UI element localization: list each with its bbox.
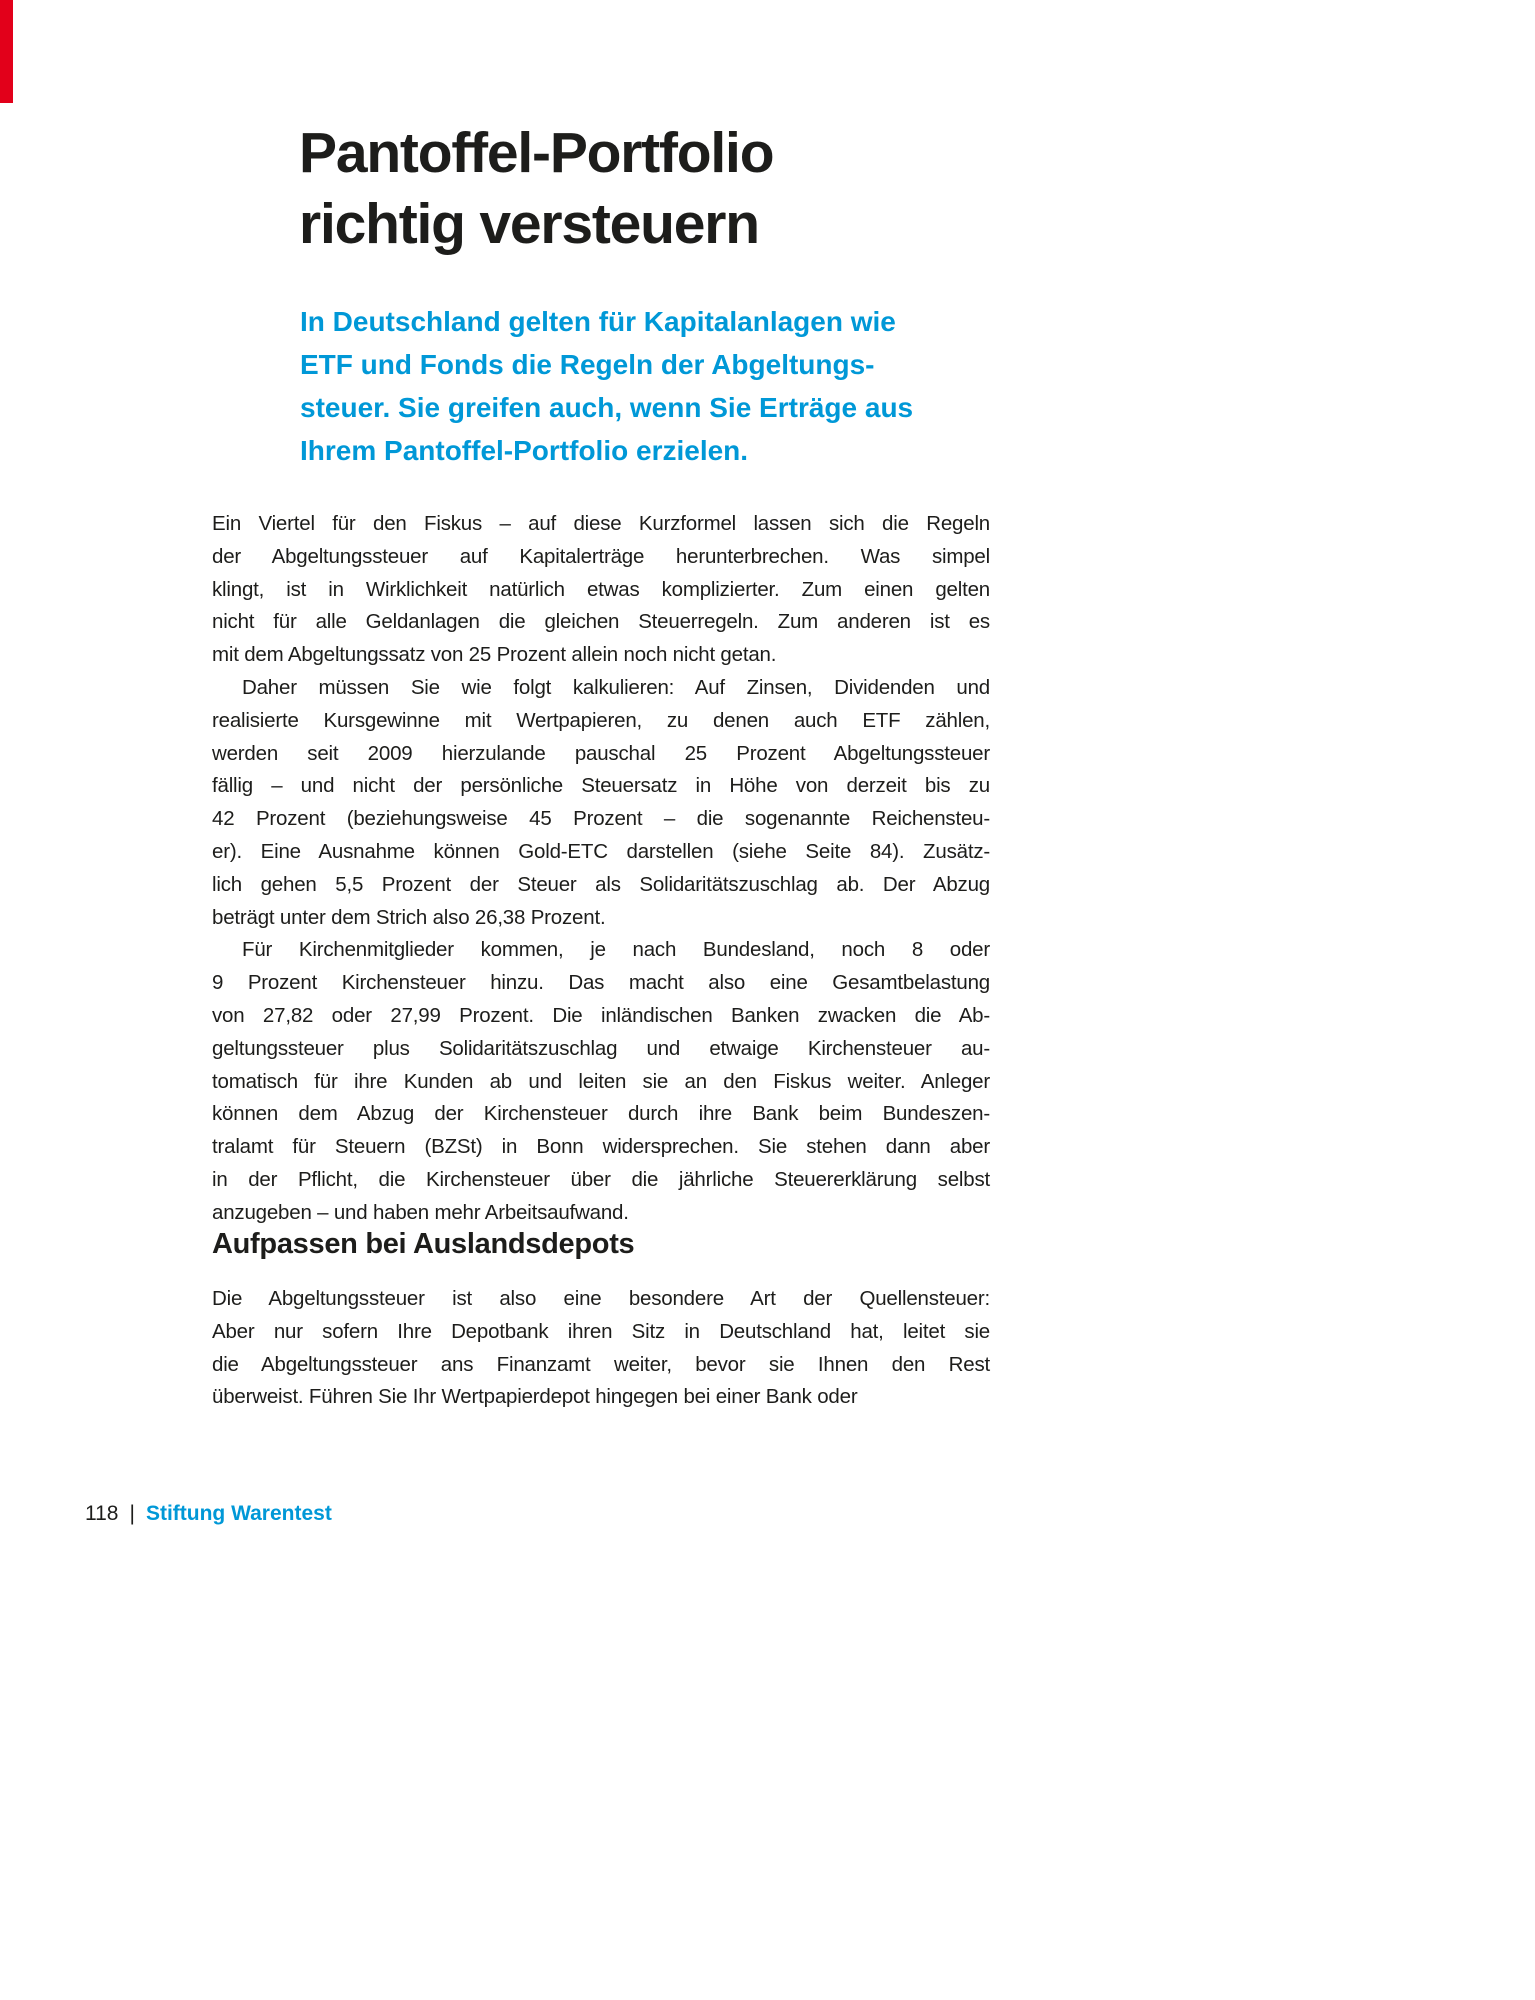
lead-line: In Deutschland gelten für Kapitalanlagen wie bbox=[300, 306, 896, 337]
page-title bbox=[299, 118, 773, 260]
text-line: fällig – und nicht der persönliche Steuersatz in Höhe von derzeit bis zu bbox=[212, 774, 990, 798]
text-line: lich gehen 5,5 Prozent der Steuer als Solidaritätszuschlag ab. Der Abzug bbox=[212, 872, 990, 896]
page-footer bbox=[85, 1502, 332, 1526]
title-line-2: richtig versteuern bbox=[299, 192, 759, 256]
text-line: nicht für alle Geldanlagen die gleichen Steuerregeln. Zum anderen ist es bbox=[212, 610, 990, 634]
text-line: werden seit 2009 hierzulande pauschal 25 Prozent Abgeltungssteuer bbox=[212, 741, 990, 765]
text-line: können dem Abzug der Kirchensteuer durch ihre Bank beim Bundeszen- bbox=[212, 1102, 990, 1126]
lead-line: ETF und Fonds die Regeln der Abgeltungs- bbox=[300, 349, 875, 380]
page-corner-mark bbox=[0, 0, 13, 103]
text-line: überweist. Führen Sie Ihr Wertpapierdepot hingegen bei einer Bank oder bbox=[212, 1385, 858, 1409]
lead-paragraph bbox=[300, 300, 913, 472]
footer-brand: Stiftung Warentest bbox=[145, 1502, 332, 1525]
text-line: 9 Prozent Kirchensteuer hinzu. Das macht also eine Gesamtbelastung bbox=[212, 971, 990, 995]
title-line-1: Pantoffel-Portfolio bbox=[299, 121, 774, 185]
text-line: geltungssteuer plus Solidaritätszuschlag und etwaige Kirchensteuer au- bbox=[212, 1036, 990, 1060]
body-text bbox=[212, 508, 990, 1230]
text-line: Für Kirchenmitglieder kommen, je nach Bundesland, noch 8 oder bbox=[242, 938, 990, 962]
text-line: Die Abgeltungssteuer ist also eine besondere Art der Quellensteuer: bbox=[212, 1287, 990, 1310]
footer-separator: | bbox=[129, 1502, 135, 1525]
text-line: Ein Viertel für den Fiskus – auf diese Kurzformel lassen sich die Regeln bbox=[212, 512, 990, 535]
page-number: 118 bbox=[85, 1502, 119, 1525]
text-line: von 27,82 oder 27,99 Prozent. Die inländischen Banken zwacken die Ab- bbox=[212, 1003, 990, 1027]
lead-line: steuer. Sie greifen auch, wenn Sie Erträge aus bbox=[300, 392, 914, 423]
section-heading: Aufpassen bei Auslandsdepots bbox=[212, 1228, 635, 1260]
text-line: der Abgeltungssteuer auf Kapitalerträge herunterbrechen. Was simpel bbox=[212, 544, 990, 568]
text-line: Aber nur sofern Ihre Depotbank ihren Sitz in Deutschland hat, leitet sie bbox=[212, 1319, 990, 1343]
text-line: tomatisch für ihre Kunden ab und leiten sie an den Fiskus weiter. Anleger bbox=[212, 1069, 990, 1093]
text-line: in der Pflicht, die Kirchensteuer über die jährliche Steuererklärung selbst bbox=[212, 1167, 990, 1191]
text-line: er). Eine Ausnahme können Gold-ETC darstellen (siehe Seite 84). Zusätz- bbox=[212, 839, 990, 863]
text-line: mit dem Abgeltungssatz von 25 Prozent allein noch nicht getan. bbox=[212, 643, 777, 667]
text-line: klingt, ist in Wirklichkeit natürlich etwas komplizierter. Zum einen gelten bbox=[212, 577, 990, 601]
text-line: beträgt unter dem Strich also 26,38 Prozent. bbox=[212, 905, 606, 929]
text-line: Daher müssen Sie wie folgt kalkulieren: Auf Zinsen, Dividenden und bbox=[242, 675, 990, 699]
section-paragraph bbox=[212, 1283, 990, 1414]
text-line: anzugeben – und haben mehr Arbeitsaufwand. bbox=[212, 1200, 629, 1224]
text-line: die Abgeltungssteuer ans Finanzamt weiter, bevor sie Ihnen den Rest bbox=[212, 1352, 990, 1376]
text-line: 42 Prozent (beziehungsweise 45 Prozent – die sogenannte Reichensteu- bbox=[212, 807, 990, 831]
lead-line: Ihrem Pantoffel-Portfolio erzielen. bbox=[300, 435, 749, 466]
text-line: realisierte Kursgewinne mit Wertpapieren, zu denen auch ETF zählen, bbox=[212, 708, 990, 732]
text-line: tralamt für Steuern (BZSt) in Bonn widersprechen. Sie stehen dann aber bbox=[212, 1135, 990, 1159]
